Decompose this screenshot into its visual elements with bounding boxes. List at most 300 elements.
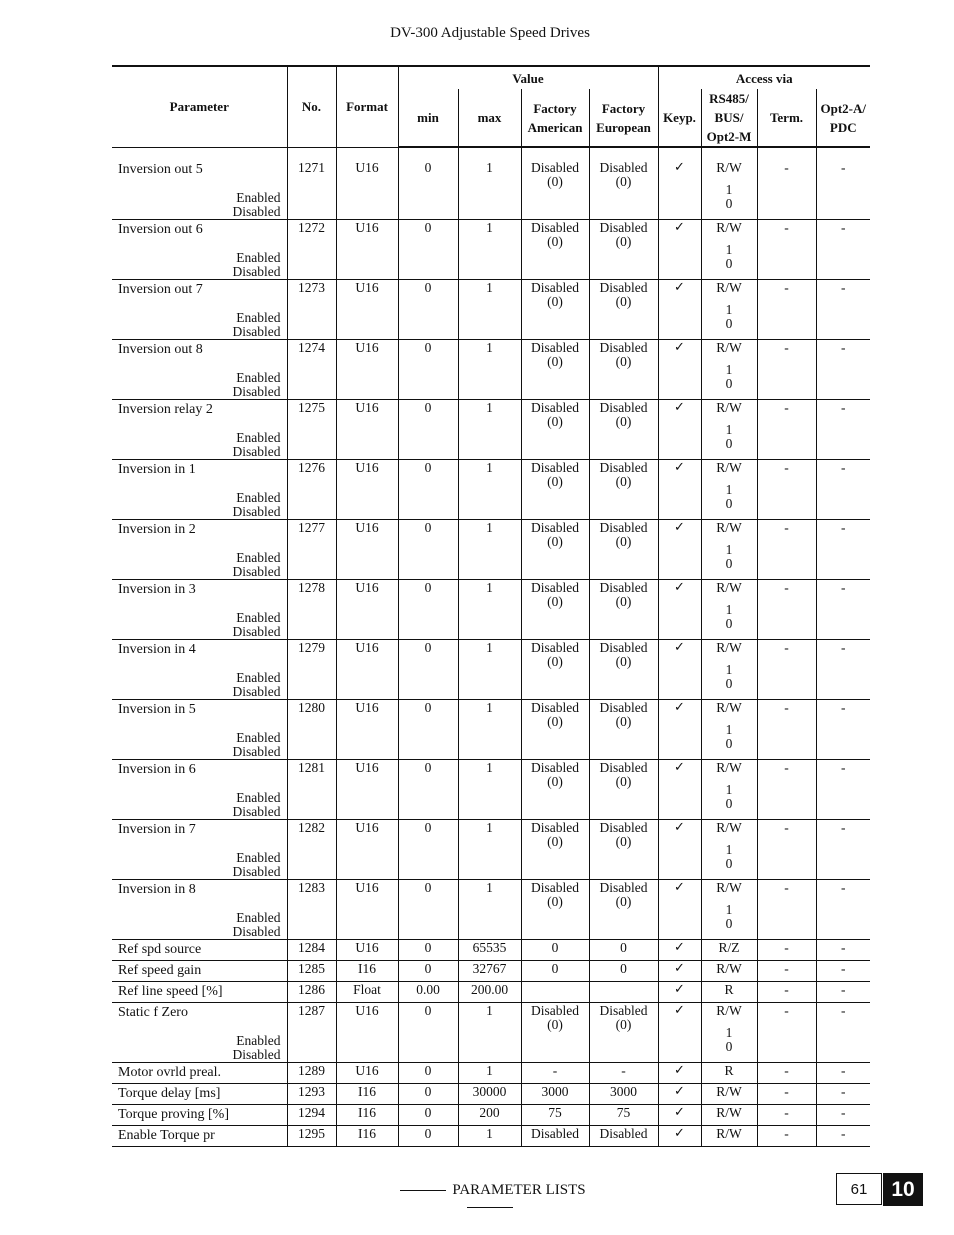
no-cell [287, 1003, 336, 1063]
max-cell [458, 640, 521, 700]
opt2a-cell-value: - [841, 580, 846, 595]
no-cell [287, 940, 336, 961]
factory-european-code: (0) [615, 474, 632, 489]
chapter-tab: 10 [883, 1173, 923, 1206]
check-icon: ✓ [674, 1084, 685, 1099]
check-icon: ✓ [674, 340, 685, 355]
factory-european-cell [589, 1105, 658, 1126]
option-values [704, 603, 755, 631]
opt2a-cell-value: - [841, 700, 846, 715]
no-cell [287, 520, 336, 580]
keyp-cell [658, 1003, 701, 1063]
max-cell-value: 1 [486, 160, 493, 175]
rs485-cell [701, 1003, 757, 1063]
factory-european-cell-value: Disabled [599, 340, 648, 355]
keyp-cell [658, 940, 701, 961]
option-value: 0 [725, 376, 733, 391]
factory-american-cell-value: Disabled [531, 520, 579, 535]
opt2a-cell-value: - [841, 520, 846, 535]
keyp-cell [658, 700, 701, 760]
factory-american-cell [521, 520, 589, 580]
footer-section: PARAMETER LISTS [452, 1182, 586, 1198]
keyp-cell [658, 280, 701, 340]
term-cell-value: - [784, 520, 789, 535]
factory-american-cell-value: Disabled [531, 1003, 579, 1018]
option-label: Disabled [232, 444, 281, 459]
keyp-cell [658, 640, 701, 700]
col-header-factory-american: Factory American [521, 89, 589, 147]
col-header-factory-european: Factory European [589, 89, 658, 147]
factory-american-cell-value: Disabled [531, 1126, 579, 1141]
min-cell [398, 820, 458, 880]
factory-american-cell [521, 982, 589, 1003]
rs485-cell-value: R [724, 1063, 734, 1078]
parameter-options [118, 851, 281, 879]
no-cell [287, 1105, 336, 1126]
parameter-table [112, 65, 870, 1147]
rs485-cell [701, 280, 757, 340]
no-cell [287, 160, 336, 220]
no-cell-value: 1284 [298, 940, 325, 955]
option-values [704, 663, 755, 691]
table-row [112, 760, 870, 820]
keyp-cell [658, 1105, 701, 1126]
parameter-cell [112, 1105, 287, 1126]
rs485-cell [701, 982, 757, 1003]
min-cell [398, 400, 458, 460]
parameter-cell [112, 220, 287, 280]
rs485-cell [701, 1105, 757, 1126]
table-row [112, 1105, 870, 1126]
opt2a-cell [816, 640, 870, 700]
parameter-name: Ref line speed [%] [118, 984, 223, 999]
max-cell-value: 30000 [472, 1084, 507, 1099]
no-cell [287, 220, 336, 280]
parameter-name: Inversion relay 2 [118, 402, 213, 417]
format-cell-value: U16 [355, 460, 379, 475]
factory-american-cell [521, 340, 589, 400]
no-cell [287, 1063, 336, 1084]
table-row [112, 700, 870, 760]
keyp-cell [658, 160, 701, 220]
max-cell [458, 160, 521, 220]
factory-american-code: (0) [547, 414, 563, 429]
option-value: 0 [725, 676, 733, 691]
factory-european-cell [589, 760, 658, 820]
max-cell [458, 940, 521, 961]
factory-american-cell [521, 940, 589, 961]
opt2a-cell [816, 1105, 870, 1126]
term-cell-value: - [784, 940, 789, 955]
min-cell [398, 1003, 458, 1063]
opt2a-cell [816, 982, 870, 1003]
max-cell-value: 1 [486, 1126, 493, 1141]
parameter-name: Inversion out 5 [118, 162, 203, 177]
rs485-cell [701, 1084, 757, 1105]
format-cell [336, 1126, 398, 1147]
option-values [704, 183, 755, 211]
format-cell [336, 982, 398, 1003]
min-cell [398, 1126, 458, 1147]
page-header: DV-300 Adjustable Speed Drives [390, 25, 590, 41]
factory-american-code: (0) [547, 294, 563, 309]
parameter-cell [112, 880, 287, 940]
term-cell-value: - [784, 580, 789, 595]
option-label: Disabled [232, 324, 281, 339]
col-header-access-via: Access via [658, 66, 870, 89]
format-cell [336, 1003, 398, 1063]
option-label: Enabled [236, 550, 281, 565]
term-cell [757, 820, 816, 880]
factory-american-cell [521, 880, 589, 940]
parameter-name: Inversion out 8 [118, 342, 203, 357]
opt2a-cell [816, 1084, 870, 1105]
max-cell [458, 760, 521, 820]
table-row [112, 1003, 870, 1063]
factory-european-cell [589, 280, 658, 340]
min-cell-value: 0 [424, 640, 432, 655]
format-cell-value: U16 [355, 220, 379, 235]
option-label: Disabled [232, 384, 281, 399]
term-cell-value: - [784, 340, 789, 355]
col-header-opt2a: Opt2-A/ PDC [816, 89, 870, 147]
no-cell [287, 1126, 336, 1147]
option-value: 0 [725, 916, 733, 931]
rs485-cell-value: R/W [716, 700, 742, 715]
keyp-cell [658, 340, 701, 400]
max-cell [458, 400, 521, 460]
table-row [112, 1063, 870, 1084]
rs485-cell [701, 160, 757, 220]
option-label: Enabled [236, 310, 281, 325]
min-cell-value: 0 [424, 961, 432, 976]
factory-european-code: (0) [615, 894, 632, 909]
factory-european-cell-value: 0 [620, 961, 627, 976]
no-cell [287, 640, 336, 700]
col-header-min: min [398, 89, 458, 147]
opt2a-cell [816, 220, 870, 280]
term-cell-value: - [784, 820, 789, 835]
parameter-options [118, 551, 281, 579]
factory-american-cell [521, 460, 589, 520]
parameter-cell [112, 700, 287, 760]
table-row [112, 400, 870, 460]
check-icon: ✓ [674, 982, 685, 997]
term-cell-value: - [784, 400, 789, 415]
max-cell [458, 340, 521, 400]
table-row [112, 1084, 870, 1105]
no-cell-value: 1287 [298, 1003, 325, 1018]
term-cell-value: - [784, 760, 789, 775]
parameter-name: Inversion in 3 [118, 582, 196, 597]
factory-american-cell [521, 760, 589, 820]
factory-american-cell [521, 1105, 589, 1126]
option-value: 1 [725, 422, 733, 437]
rs485-cell-value: R/W [716, 340, 742, 355]
option-value: 0 [725, 196, 733, 211]
factory-american-cell [521, 160, 589, 220]
parameter-cell [112, 160, 287, 220]
format-cell [336, 760, 398, 820]
opt2a-cell [816, 880, 870, 940]
option-values [704, 423, 755, 451]
no-cell [287, 340, 336, 400]
max-cell-value: 1 [486, 640, 493, 655]
option-value: 0 [725, 256, 733, 271]
term-cell-value: - [784, 640, 789, 655]
parameter-cell [112, 400, 287, 460]
check-icon: ✓ [674, 580, 685, 595]
min-cell [398, 280, 458, 340]
option-label: Enabled [236, 730, 281, 745]
option-value: 0 [725, 436, 733, 451]
option-label: Enabled [236, 1033, 281, 1048]
parameter-cell [112, 280, 287, 340]
min-cell-value: 0 [424, 760, 432, 775]
no-cell-value: 1281 [298, 760, 325, 775]
table-row [112, 880, 870, 940]
min-cell [398, 640, 458, 700]
factory-european-cell [589, 1126, 658, 1147]
opt2a-cell-value: - [841, 940, 846, 955]
opt2a-cell [816, 760, 870, 820]
max-cell [458, 880, 521, 940]
term-cell-value: - [784, 1105, 789, 1120]
no-cell-value: 1278 [298, 580, 325, 595]
rs485-cell-value: R/W [716, 1105, 742, 1120]
term-cell [757, 580, 816, 640]
opt2a-cell-value: - [841, 220, 846, 235]
parameter-name: Inversion out 6 [118, 222, 203, 237]
parameter-options [118, 371, 281, 399]
factory-european-code: (0) [615, 294, 632, 309]
factory-american-cell-value: 0 [551, 961, 559, 976]
parameter-cell [112, 1003, 287, 1063]
format-cell [336, 1063, 398, 1084]
factory-american-code: (0) [547, 534, 563, 549]
opt2a-cell-value: - [841, 340, 846, 355]
check-icon: ✓ [674, 520, 685, 535]
check-icon: ✓ [674, 1003, 685, 1018]
parameter-cell [112, 940, 287, 961]
rs485-cell-value: R/W [716, 760, 742, 775]
factory-european-code: (0) [615, 234, 632, 249]
factory-european-cell-value: Disabled [599, 1126, 648, 1141]
rs485-cell [701, 580, 757, 640]
factory-american-cell-value: - [552, 1063, 558, 1078]
min-cell [398, 1063, 458, 1084]
col-header-no: No. [287, 66, 336, 147]
term-cell-value: - [784, 700, 789, 715]
opt2a-cell-value: - [841, 1003, 846, 1018]
factory-european-cell-value: Disabled [599, 640, 648, 655]
rs485-cell-value: R [724, 982, 734, 997]
parameter-cell [112, 640, 287, 700]
max-cell [458, 961, 521, 982]
parameter-options [118, 311, 281, 339]
rs485-cell [701, 400, 757, 460]
factory-european-cell-value: Disabled [599, 160, 648, 175]
factory-american-cell [521, 580, 589, 640]
min-cell [398, 160, 458, 220]
factory-american-cell [521, 400, 589, 460]
factory-european-code: (0) [615, 594, 632, 609]
col-header-keyp: Keyp. [658, 89, 701, 147]
rs485-cell [701, 820, 757, 880]
option-values [704, 363, 755, 391]
option-values [704, 483, 755, 511]
option-value: 1 [725, 182, 733, 197]
keyp-cell [658, 400, 701, 460]
min-cell [398, 520, 458, 580]
col-header-rs485: RS485/ BUS/ Opt2-M [701, 89, 757, 147]
format-cell-value: U16 [355, 400, 379, 415]
col-header-format: Format [336, 66, 398, 147]
option-label: Disabled [232, 684, 281, 699]
min-cell-value: 0 [424, 400, 432, 415]
parameter-cell [112, 580, 287, 640]
factory-european-cell-value: Disabled [599, 700, 648, 715]
term-cell-value: - [784, 280, 789, 295]
option-label: Disabled [232, 864, 281, 879]
format-cell [336, 160, 398, 220]
no-cell [287, 1084, 336, 1105]
option-value: 0 [725, 796, 733, 811]
option-label: Enabled [236, 250, 281, 265]
keyp-cell [658, 961, 701, 982]
table-row [112, 640, 870, 700]
rs485-cell [701, 340, 757, 400]
format-cell [336, 280, 398, 340]
format-cell-value: U16 [355, 820, 379, 835]
factory-american-code: (0) [547, 234, 563, 249]
option-values [704, 243, 755, 271]
factory-european-cell [589, 700, 658, 760]
factory-american-cell [521, 1003, 589, 1063]
rs485-cell [701, 640, 757, 700]
rs485-cell-value: R/W [716, 1126, 742, 1141]
keyp-cell [658, 880, 701, 940]
option-value: 1 [725, 1025, 733, 1040]
format-cell-value: I16 [358, 1084, 376, 1099]
no-cell-value: 1282 [298, 820, 325, 835]
check-icon: ✓ [674, 940, 685, 955]
min-cell-value: 0 [424, 1105, 432, 1120]
option-label: Disabled [232, 924, 281, 939]
factory-american-code: (0) [547, 594, 563, 609]
format-cell [336, 580, 398, 640]
format-cell-value: U16 [355, 1003, 379, 1018]
max-cell [458, 1126, 521, 1147]
max-cell [458, 280, 521, 340]
term-cell [757, 220, 816, 280]
factory-european-cell-value: - [621, 1063, 626, 1078]
min-cell [398, 700, 458, 760]
factory-american-cell-value: Disabled [531, 460, 579, 475]
no-cell [287, 580, 336, 640]
format-cell-value: U16 [355, 640, 379, 655]
footer [366, 1182, 614, 1216]
format-cell [336, 700, 398, 760]
min-cell [398, 880, 458, 940]
no-cell [287, 982, 336, 1003]
max-cell [458, 580, 521, 640]
parameter-name: Inversion out 7 [118, 282, 203, 297]
term-cell-value: - [784, 160, 789, 175]
max-cell [458, 1063, 521, 1084]
factory-american-cell [521, 961, 589, 982]
option-label: Enabled [236, 610, 281, 625]
factory-european-code: (0) [615, 354, 632, 369]
rs485-cell-value: R/W [716, 580, 742, 595]
factory-european-cell [589, 160, 658, 220]
format-cell [336, 520, 398, 580]
rs485-cell [701, 760, 757, 820]
factory-american-code: (0) [547, 834, 563, 849]
no-cell-value: 1283 [298, 880, 325, 895]
term-cell [757, 961, 816, 982]
rs485-cell [701, 700, 757, 760]
term-cell [757, 280, 816, 340]
max-cell [458, 220, 521, 280]
keyp-cell [658, 220, 701, 280]
table-row [112, 982, 870, 1003]
factory-european-cell-value: Disabled [599, 760, 648, 775]
opt2a-cell [816, 160, 870, 220]
rs485-cell-value: R/W [716, 520, 742, 535]
no-cell [287, 961, 336, 982]
no-cell-value: 1280 [298, 700, 325, 715]
min-cell-value: 0 [424, 340, 432, 355]
factory-american-cell [521, 820, 589, 880]
factory-european-cell [589, 1084, 658, 1105]
parameter-name: Inversion in 8 [118, 882, 196, 897]
max-cell-value: 1 [486, 580, 493, 595]
no-cell-value: 1275 [298, 400, 325, 415]
option-label: Enabled [236, 430, 281, 445]
parameter-name: Inversion in 6 [118, 762, 196, 777]
no-cell-value: 1274 [298, 340, 325, 355]
opt2a-cell [816, 340, 870, 400]
term-cell-value: - [784, 880, 789, 895]
keyp-cell [658, 1063, 701, 1084]
factory-european-cell [589, 940, 658, 961]
opt2a-cell-value: - [841, 760, 846, 775]
factory-american-cell-value: 75 [548, 1105, 562, 1120]
rs485-cell-value: R/W [716, 220, 742, 235]
keyp-cell [658, 1084, 701, 1105]
check-icon: ✓ [674, 1105, 685, 1120]
max-cell-value: 65535 [472, 940, 507, 955]
option-value: 1 [725, 662, 733, 677]
max-cell [458, 1003, 521, 1063]
term-cell [757, 1063, 816, 1084]
opt2a-cell-value: - [841, 400, 846, 415]
opt2a-cell-value: - [841, 640, 846, 655]
format-cell-value: I16 [358, 1105, 376, 1120]
rs485-cell [701, 460, 757, 520]
factory-american-code: (0) [547, 174, 563, 189]
opt2a-cell-value: - [841, 880, 846, 895]
factory-european-code: (0) [615, 414, 632, 429]
opt2a-cell [816, 520, 870, 580]
option-label: Enabled [236, 850, 281, 865]
table-body [112, 147, 870, 1147]
max-cell-value: 1 [486, 520, 493, 535]
factory-american-cell [521, 1126, 589, 1147]
check-icon: ✓ [674, 820, 685, 835]
term-cell [757, 760, 816, 820]
